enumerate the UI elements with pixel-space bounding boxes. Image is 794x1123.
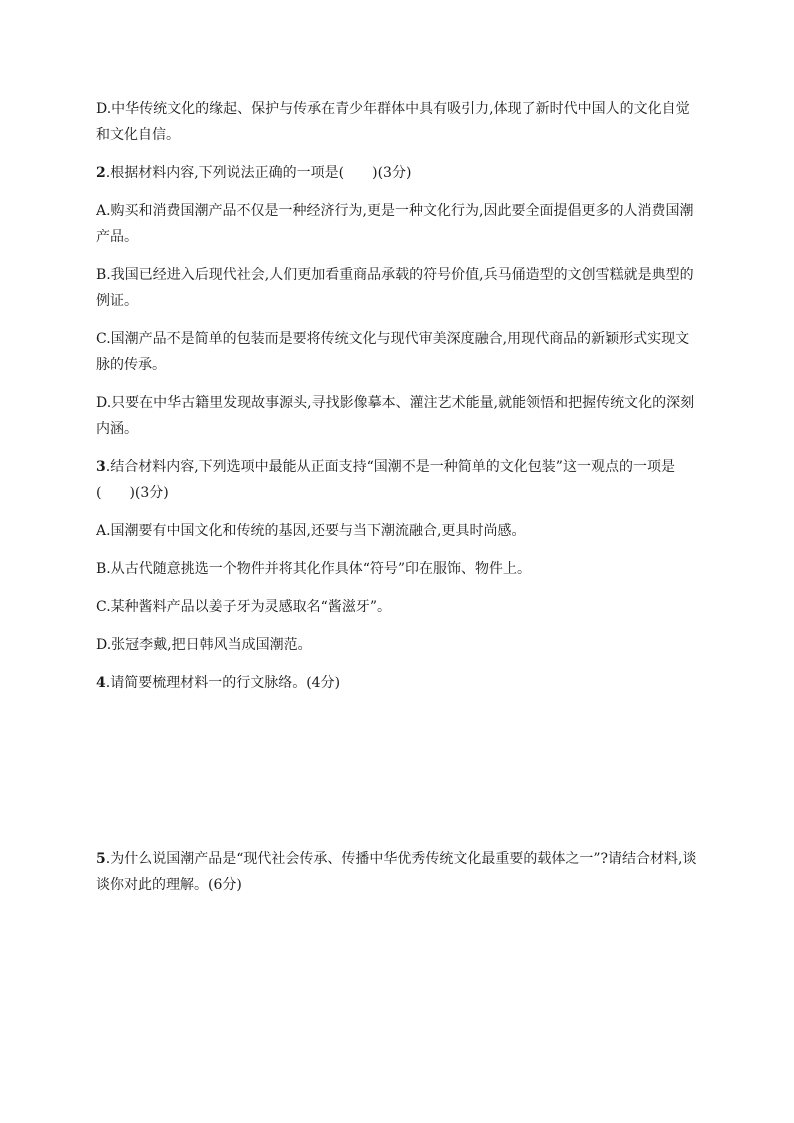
q3-option-d-text: D.张冠李戴,把日韩风当成国潮范。 xyxy=(96,637,312,653)
q2-option-b xyxy=(96,262,700,314)
q2-option-c-line-2: 脉的传承。 xyxy=(96,357,166,373)
q5-stem xyxy=(96,846,700,898)
q2-option-b-line-2: 例证。 xyxy=(96,293,138,309)
q2-option-b-line-1: B.我国已经进入后现代社会,人们更加看重商品承载的符号价值,兵马俑造型的文创雪糕就是典型的 xyxy=(96,267,694,283)
q2-stem-text: .根据材料内容,下列说法正确的一项是( )(3分) xyxy=(105,165,412,181)
q3-option-d xyxy=(96,632,700,658)
q2-option-d-line-2: 内涵。 xyxy=(96,421,138,437)
exam-page xyxy=(96,96,700,910)
q3-option-a-text: A.国潮要有中国文化和传统的基因,还要与当下潮流融合,更具时尚感。 xyxy=(96,523,526,539)
q2-stem xyxy=(96,160,700,186)
q3-stem xyxy=(96,454,700,506)
q1-option-d-line-2: 和文化自信。 xyxy=(96,127,180,143)
q5-stem-line-1: .为什么说国潮产品是“现代社会传承、传播中华优秀传统文化最重要的载体之一”?请结合材料,谈 xyxy=(105,851,697,867)
q4-stem xyxy=(96,670,700,696)
q2-option-a-line-1: A.购买和消费国潮产品不仅是一种经济行为,更是一种文化行为,因此要全面提倡更多的人消费国潮 xyxy=(96,203,694,219)
q4-number: 4 xyxy=(96,675,106,691)
q5-number: 5 xyxy=(96,851,106,867)
q2-option-a xyxy=(96,198,700,250)
q3-option-c xyxy=(96,594,700,620)
q3-number: 3 xyxy=(96,459,106,475)
q2-option-d-line-1: D.只要在中华古籍里发现故事源头,寻找影像摹本、灌注艺术能量,就能领悟和把握传统文化的深刻 xyxy=(96,395,695,411)
q1-option-d-line-1: D.中华传统文化的缘起、保护与传承在青少年群体中具有吸引力,体现了新时代中国人的文化自觉 xyxy=(96,101,690,117)
q3-option-b-text: B.从古代随意挑选一个物件并将其化作具体“符号”印在服饰、物件上。 xyxy=(96,561,532,577)
q5-stem-line-2: 谈你对此的理解。(6分) xyxy=(96,877,242,893)
q2-option-c-line-1: C.国潮产品不是简单的包装而是要将传统文化与现代审美深度融合,用现代商品的新颖形式实现文 xyxy=(96,331,690,347)
q4-stem-text: .请简要梳理材料一的行文脉络。(4分) xyxy=(105,675,341,691)
q2-option-d xyxy=(96,390,700,442)
q3-option-c-text: C.某种酱料产品以姜子牙为灵感取名“酱滋牙”。 xyxy=(96,599,391,615)
q3-option-b xyxy=(96,556,700,582)
q3-stem-line-2: ( )(3分) xyxy=(96,485,169,501)
q3-option-a xyxy=(96,518,700,544)
q4-answer-space xyxy=(96,708,700,846)
q2-number: 2 xyxy=(96,165,106,181)
q2-option-a-line-2: 产品。 xyxy=(96,229,138,245)
q1-option-d xyxy=(96,96,700,148)
q3-stem-line-1: .结合材料内容,下列选项中最能从正面支持“国潮不是一种简单的文化包装”这一观点的一项是 xyxy=(105,459,675,475)
q2-option-c xyxy=(96,326,700,378)
